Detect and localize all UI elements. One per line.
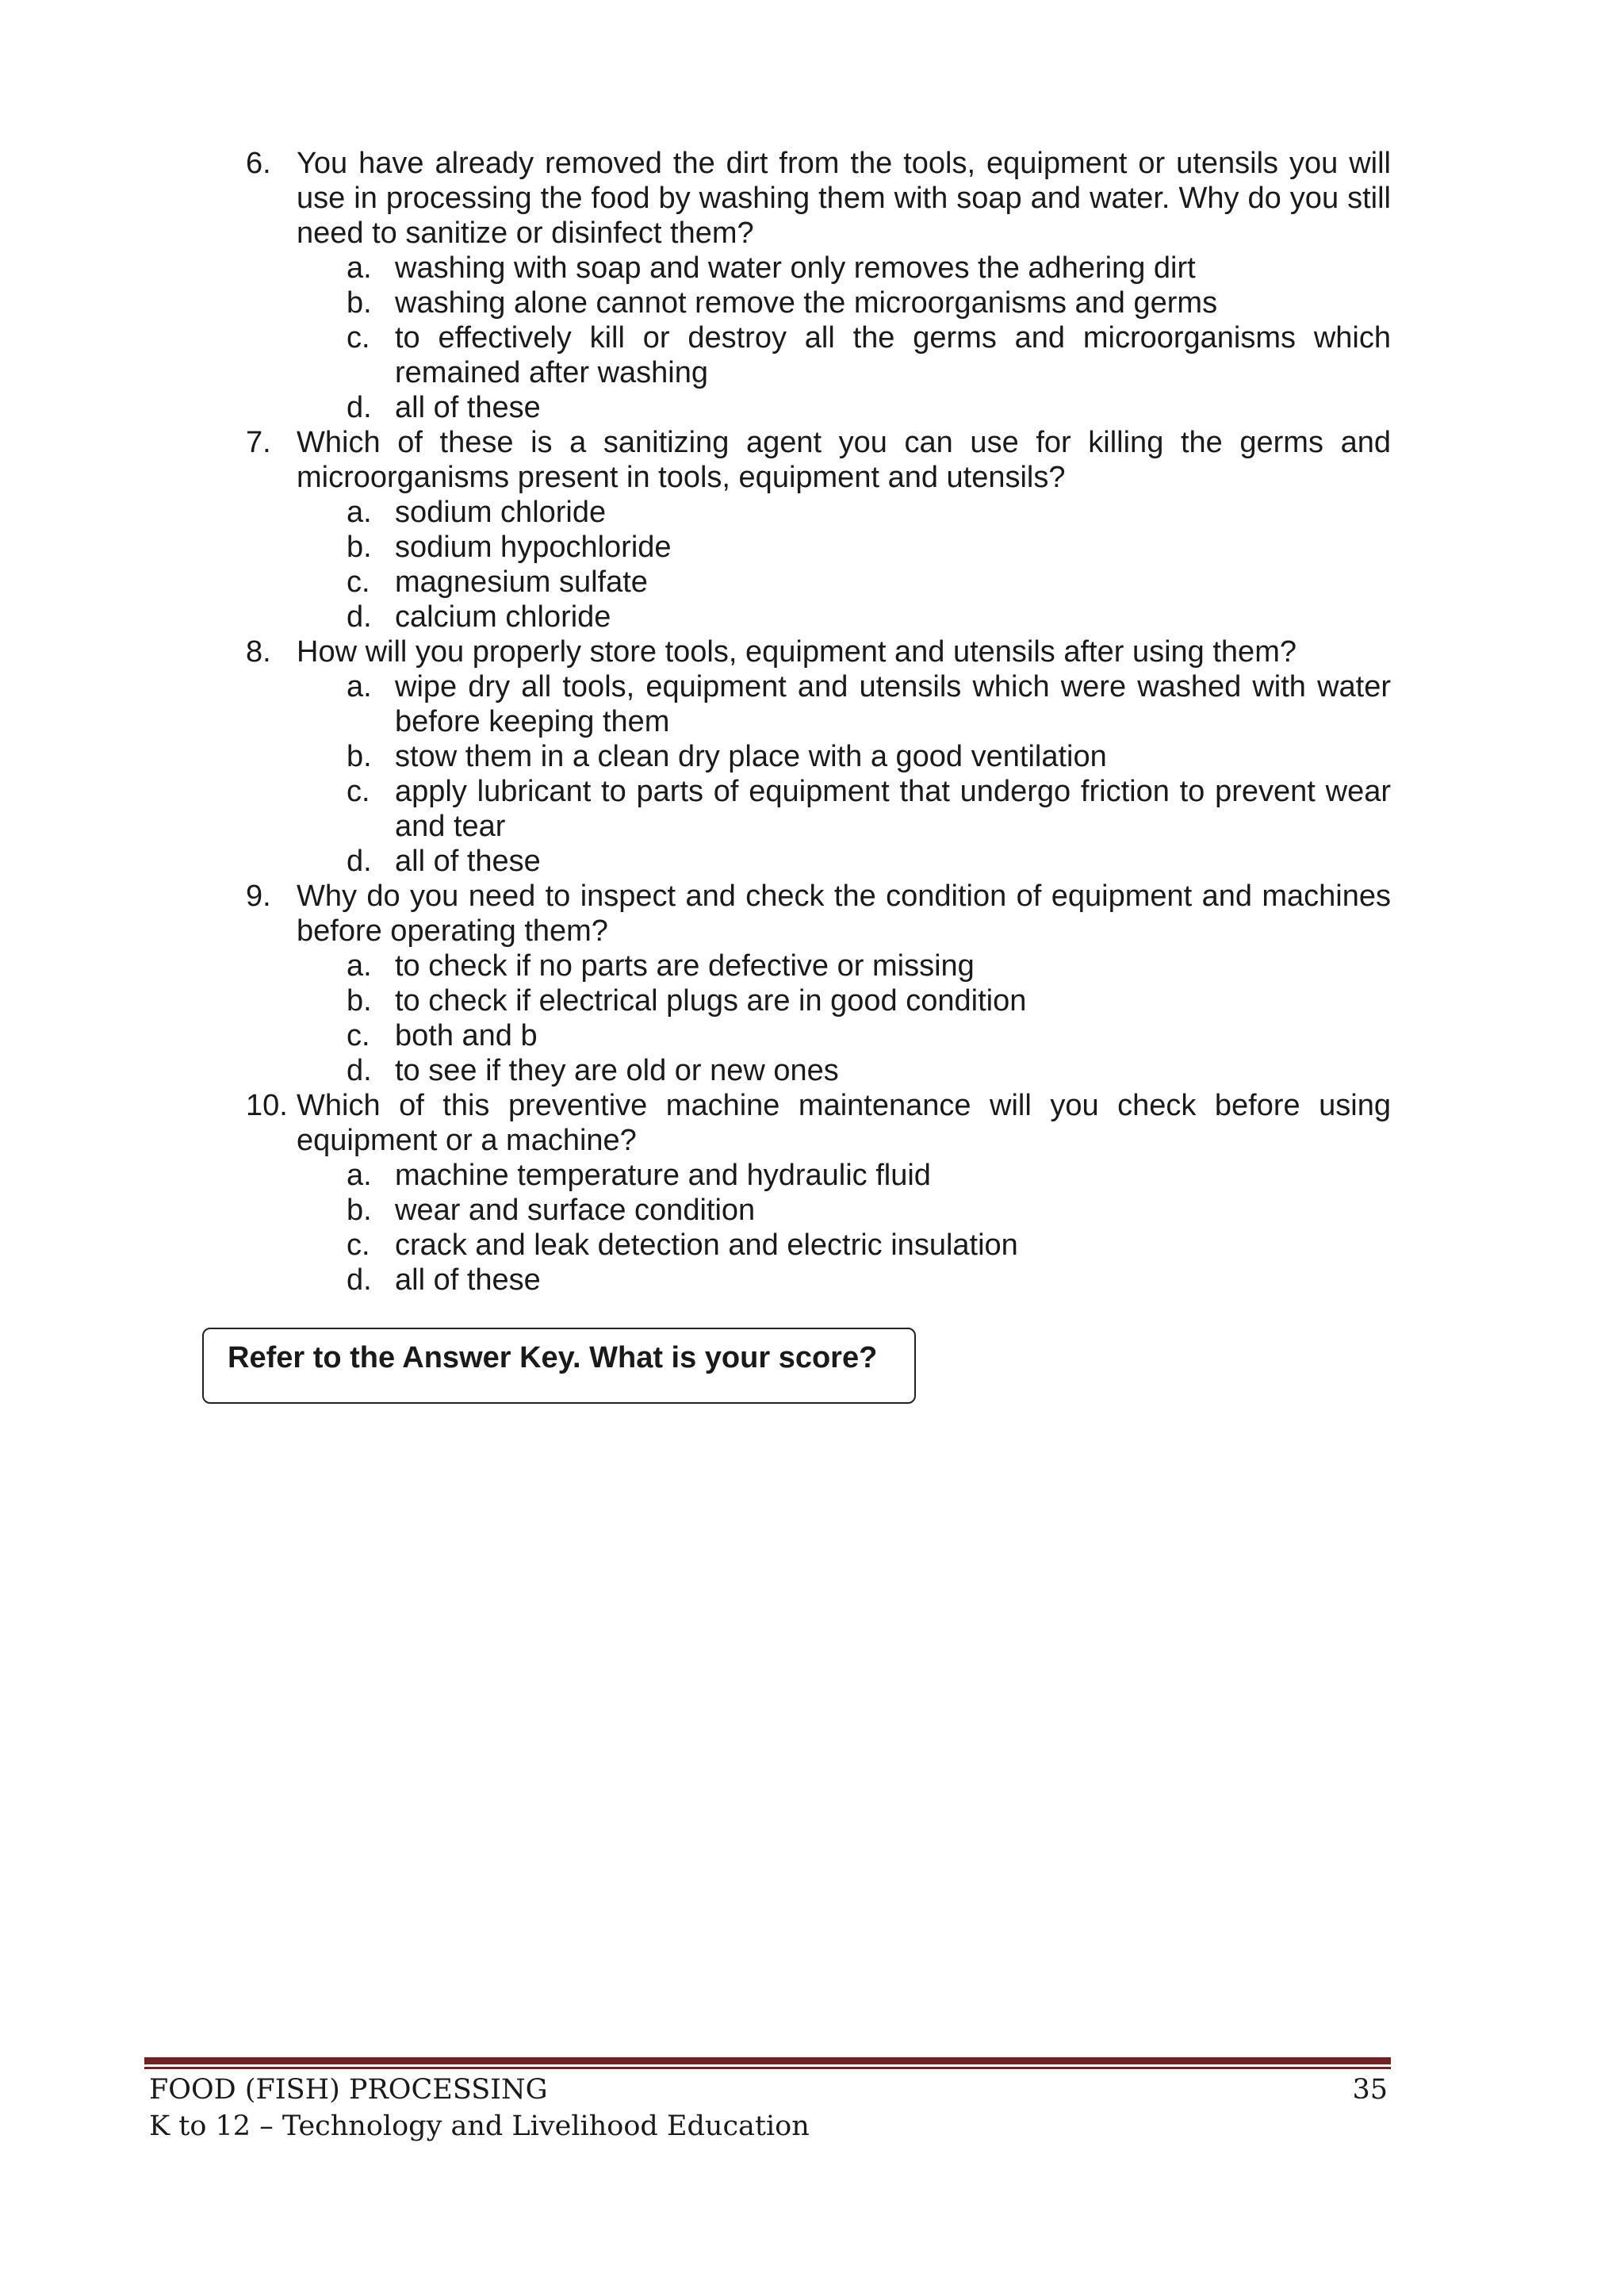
page-footer	[149, 2072, 1391, 2145]
option-letter: c.	[347, 1019, 370, 1052]
option-letter: d.	[347, 1054, 372, 1087]
question-text: Why do you need to inspect and check the condition of equipment and machines before operating them?	[297, 880, 1391, 948]
option-letter: b.	[347, 740, 372, 773]
option-c	[246, 1018, 1391, 1053]
option-letter: c.	[347, 321, 370, 355]
option-text: all of these	[395, 391, 541, 424]
answer-key-text: Refer to the Answer Key. What is your score?	[228, 1341, 878, 1374]
option-letter: a.	[347, 496, 372, 529]
question-number: 10.	[246, 1089, 288, 1122]
option-text: to see if they are old or new ones	[395, 1054, 839, 1087]
option-letter: d.	[347, 845, 372, 878]
option-text: magnesium sulfate	[395, 565, 648, 599]
option-letter: d.	[347, 600, 372, 634]
option-b	[246, 530, 1391, 565]
question-10	[246, 1088, 1391, 1158]
question-10-options	[246, 1158, 1391, 1297]
question-6-options	[246, 251, 1391, 425]
answer-key-callout	[202, 1328, 916, 1404]
option-letter: d.	[347, 1263, 372, 1297]
question-list	[246, 146, 1391, 1297]
footer-rule	[144, 2057, 1391, 2064]
option-d	[246, 600, 1391, 634]
option-b	[246, 1193, 1391, 1228]
option-text: to check if no parts are defective or missing	[395, 949, 975, 983]
option-letter: a.	[347, 1159, 372, 1192]
question-text: You have already removed the dirt from the tools, equipment or utensils you will use in processing the food by washing them with soap and water. Why do you still need to sanitize or disinfect them?	[297, 147, 1391, 250]
option-letter: b.	[347, 531, 372, 564]
question-number: 7.	[246, 426, 271, 459]
option-letter: b.	[347, 1194, 372, 1227]
option-c	[246, 320, 1391, 390]
option-text: machine temperature and hydraulic fluid	[395, 1159, 931, 1192]
question-text: How will you properly store tools, equipment and utensils after using them?	[297, 635, 1297, 669]
question-8	[246, 634, 1391, 669]
question-7-options	[246, 495, 1391, 634]
option-b	[246, 739, 1391, 774]
option-text: crack and leak detection and electric insulation	[395, 1228, 1018, 1262]
footer-series-title: K to 12 – Technology and Livelihood Education	[149, 2110, 810, 2142]
question-number: 9.	[246, 880, 271, 913]
option-d	[246, 1263, 1391, 1297]
option-a	[246, 1158, 1391, 1193]
option-d	[246, 390, 1391, 425]
option-letter: a.	[347, 949, 372, 983]
question-text: Which of these is a sanitizing agent you can use for killing the germs and microorganisms present in tools, equipment and utensils?	[297, 426, 1391, 494]
option-text: washing with soap and water only removes the adhering dirt	[395, 251, 1196, 285]
option-text: sodium hypochloride	[395, 531, 672, 564]
footer-course-title: FOOD (FISH) PROCESSING	[149, 2074, 548, 2106]
option-letter: a.	[347, 670, 372, 703]
question-number: 6.	[246, 147, 271, 180]
option-a	[246, 949, 1391, 983]
option-text: to check if electrical plugs are in good condition	[395, 984, 1027, 1018]
option-letter: c.	[347, 565, 370, 599]
option-letter: d.	[347, 391, 372, 424]
question-7	[246, 425, 1391, 495]
option-text: calcium chloride	[395, 600, 611, 634]
option-d	[246, 844, 1391, 879]
option-text: all of these	[395, 1263, 541, 1297]
option-letter: c.	[347, 1228, 370, 1262]
option-text: sodium chloride	[395, 496, 607, 529]
option-text: wipe dry all tools, equipment and utensils which were washed with water before keeping them	[395, 670, 1391, 738]
option-text: both and b	[395, 1019, 538, 1052]
question-9-options	[246, 949, 1391, 1088]
question-8-options	[246, 669, 1391, 879]
option-letter: b.	[347, 984, 372, 1018]
option-c	[246, 1228, 1391, 1263]
option-b	[246, 983, 1391, 1018]
option-letter: a.	[347, 251, 372, 285]
option-b	[246, 286, 1391, 320]
option-text: wear and surface condition	[395, 1194, 756, 1227]
question-6	[246, 146, 1391, 251]
option-a	[246, 251, 1391, 286]
question-9	[246, 879, 1391, 949]
option-a	[246, 495, 1391, 530]
option-letter: b.	[347, 286, 372, 320]
page-number: 35	[1352, 2074, 1388, 2106]
footer-rule-thin	[144, 2067, 1391, 2069]
option-text: to effectively kill or destroy all the germs and microorganisms which remained after washing	[395, 321, 1391, 389]
option-letter: c.	[347, 775, 370, 808]
option-text: all of these	[395, 845, 541, 878]
question-number: 8.	[246, 635, 271, 669]
option-c	[246, 565, 1391, 600]
option-a	[246, 669, 1391, 739]
option-text: apply lubricant to parts of equipment that undergo friction to prevent wear and tear	[395, 775, 1391, 843]
option-c	[246, 774, 1391, 844]
question-text: Which of this preventive machine maintenance will you check before using equipment or a machine?	[297, 1089, 1391, 1157]
option-d	[246, 1053, 1391, 1088]
option-text: stow them in a clean dry place with a good ventilation	[395, 740, 1107, 773]
option-text: washing alone cannot remove the microorganisms and germs	[395, 286, 1218, 320]
